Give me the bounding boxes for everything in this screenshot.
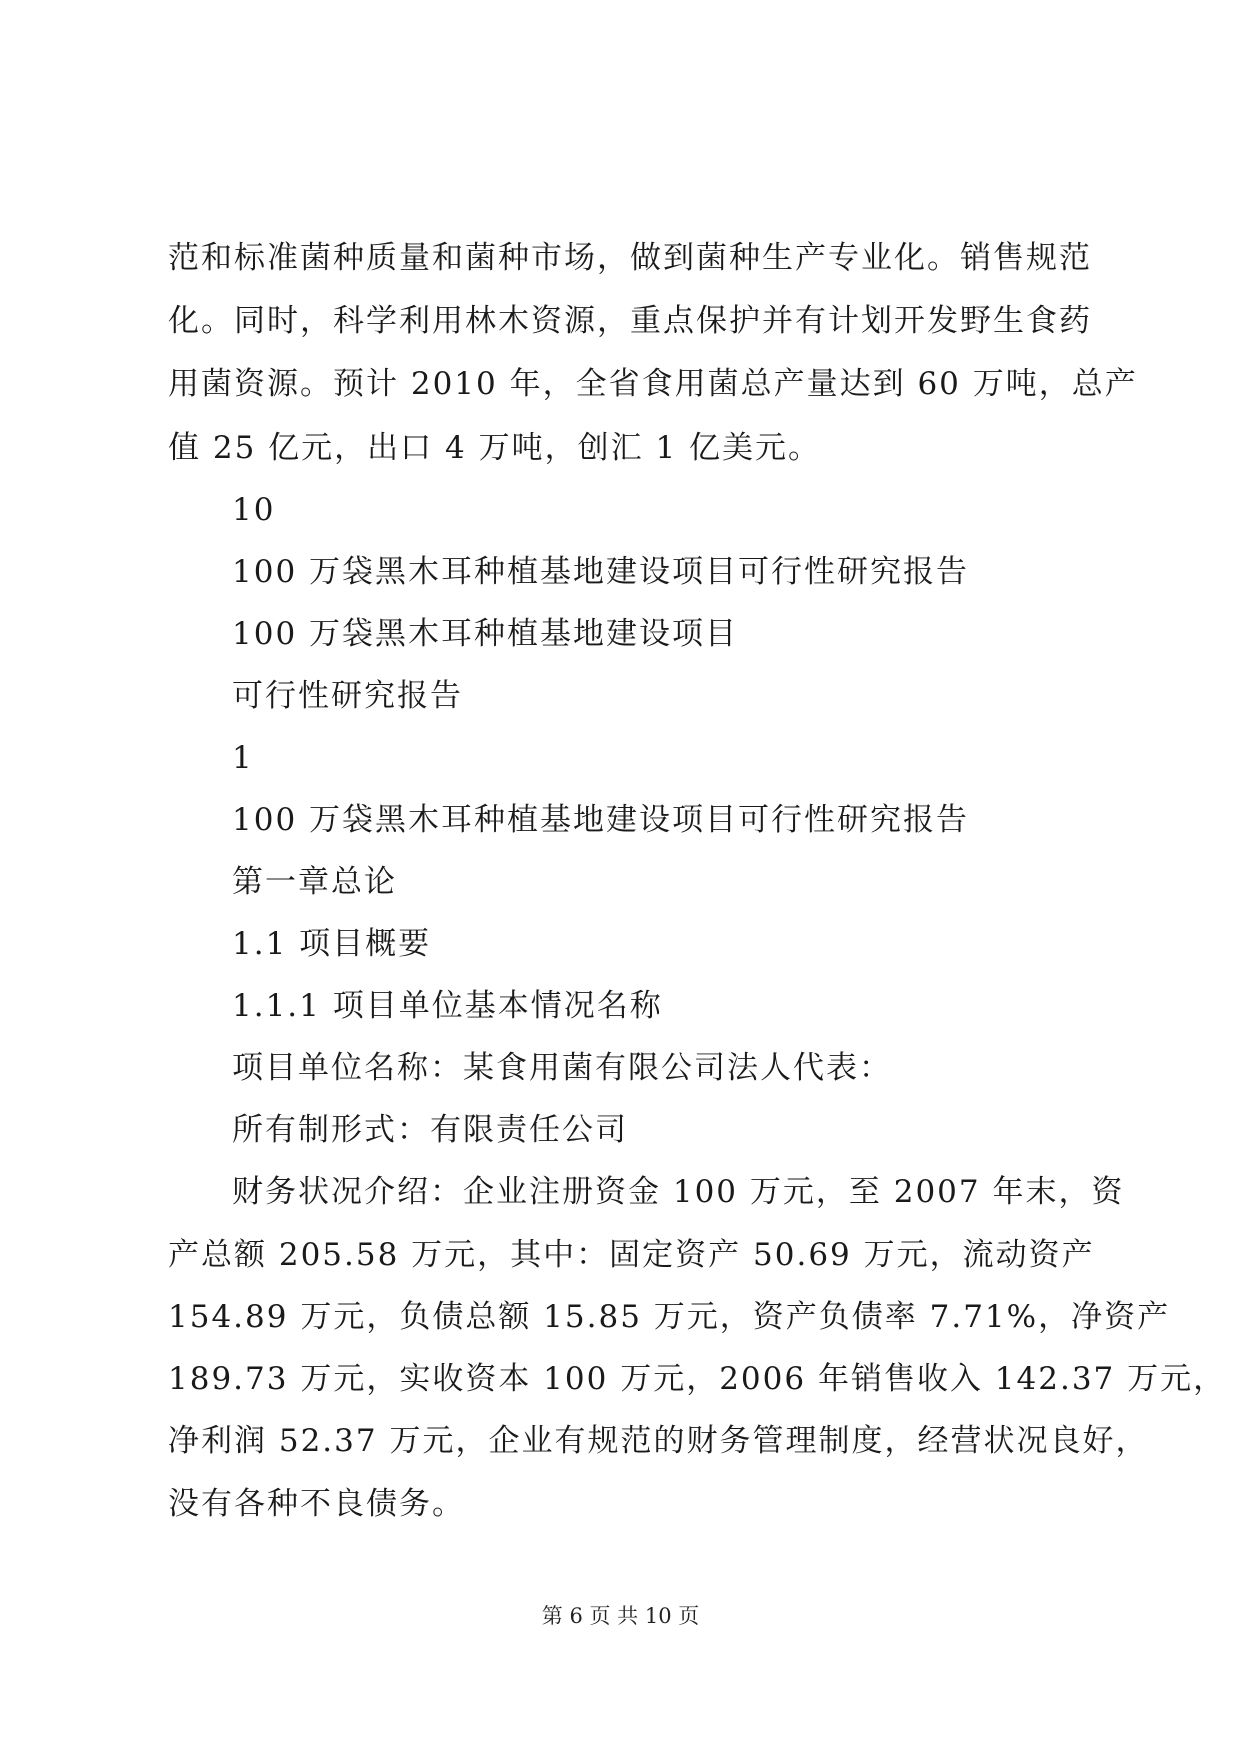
- paragraph-line: 化。同时，科学利用林木资源，重点保护并有计划开发野生食药: [168, 303, 1092, 339]
- body-text: 财务状况介绍：企业注册资金 100 万元，至 2007 年末，资: [232, 1174, 1125, 1210]
- body-text: 没有各种不良债务。: [168, 1486, 465, 1522]
- body-text: 所有制形式：有限责任公司: [232, 1112, 628, 1148]
- page-footer: 第 6 页 共 10 页: [541, 1604, 700, 1628]
- report-title: 100 万袋黑木耳种植基地建设项目可行性研究报告: [232, 554, 970, 590]
- project-name: 100 万袋黑木耳种植基地建设项目: [232, 616, 739, 652]
- body-text: 项目单位名称：某食用菌有限公司法人代表：: [232, 1050, 892, 1086]
- paragraph-line: 用菌资源。预计 2010 年，全省食用菌总产量达到 60 万吨，总产: [168, 366, 1138, 402]
- paragraph-line: 值 25 亿元，出口 4 万吨，创汇 1 亿美元。: [168, 430, 822, 466]
- section-heading: 1.1 项目概要: [232, 926, 432, 962]
- page-number-text: 1: [232, 740, 254, 776]
- chapter-heading: 第一章总论: [232, 864, 397, 900]
- subsection-heading: 1.1.1 项目单位基本情况名称: [232, 988, 663, 1024]
- paragraph-line: 范和标准菌种质量和菌种市场，做到菌种生产专业化。销售规范: [168, 240, 1092, 276]
- report-subtitle: 可行性研究报告: [232, 678, 463, 714]
- report-title: 100 万袋黑木耳种植基地建设项目可行性研究报告: [232, 802, 970, 838]
- body-text: 产总额 205.58 万元，其中：固定资产 50.69 万元，流动资产: [168, 1237, 1095, 1273]
- body-text: 净利润 52.37 万元，企业有规范的财务管理制度，经营状况良好，: [168, 1423, 1149, 1459]
- page-number-text: 10: [232, 492, 276, 528]
- body-text: 154.89 万元，负债总额 15.85 万元，资产负债率 7.71%，净资产: [168, 1299, 1171, 1335]
- body-text: 189.73 万元，实收资本 100 万元，2006 年销售收入 142.37 万元，: [168, 1361, 1227, 1397]
